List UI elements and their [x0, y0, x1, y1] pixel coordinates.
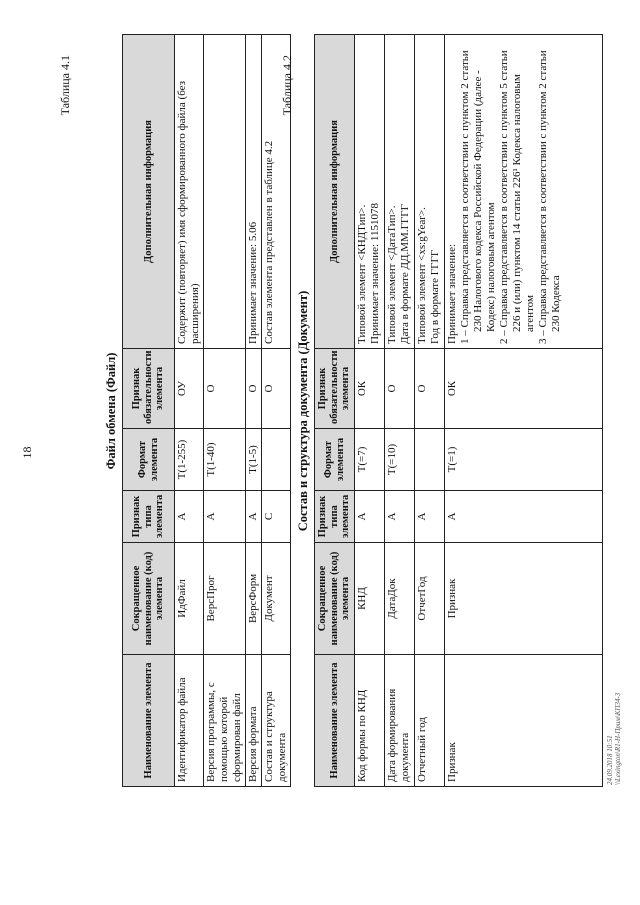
table-row — [203, 35, 245, 787]
cell-code: ОтчетГод — [415, 543, 445, 655]
cell-required: ОК — [445, 349, 603, 429]
stamp-datetime: 24.09.2018 10:51 — [606, 735, 614, 785]
info-line: Типовой элемент <ДатаТип>. — [386, 205, 398, 344]
table-row — [415, 35, 445, 787]
cell-name: Версия формата — [245, 655, 261, 787]
cell-required: О — [203, 349, 245, 429]
info-item: 3 – Справка представляется в соответствии с пунктом 2 статьи 230 Кодекса — [536, 50, 562, 344]
table1-header-type: Признак типа элемента — [123, 491, 175, 543]
info-item: 1 – Справка представляется в соответствии с пунктом 2 статьи 230 Налогового кодекса Российской Федерации (далее - Кодекс) налоговым агентом — [458, 50, 497, 344]
table-row — [245, 35, 261, 787]
cell-format: Т(=10) — [385, 429, 415, 491]
table-row — [355, 35, 385, 787]
info-intro: Принимает значение: — [446, 243, 458, 344]
cell-type: А — [385, 491, 415, 543]
cell-info: Содержит (повторяет) имя сформированного файла (без расширения) — [175, 35, 204, 349]
cell-format: Т(=1) — [445, 429, 603, 491]
cell-name: Состав и структура документа — [261, 655, 290, 787]
table2-header-row — [315, 35, 355, 787]
table2-header-name: Наименование элемента — [315, 655, 355, 787]
cell-required: О — [415, 349, 445, 429]
table-row — [445, 35, 603, 787]
cell-code: ВерсПрог — [203, 543, 245, 655]
table1-header-format: Формат элемента — [123, 429, 175, 491]
info-line: Год в формате ГГГГ — [428, 249, 441, 344]
cell-format: Т(1-40) — [203, 429, 245, 491]
cell-name: Признак — [445, 655, 603, 787]
cell-name: Идентификатор файла — [175, 655, 204, 787]
cell-info — [415, 35, 445, 349]
table2-header-code: Сокращенное наименование (код) элемента — [315, 543, 355, 655]
print-stamp — [606, 693, 623, 785]
cell-type: А — [415, 491, 445, 543]
cell-name: Отчетный год — [415, 655, 445, 787]
cell-code: ВерсФорм — [245, 543, 261, 655]
cell-info: Состав элемента представлен в таблице 4.2 — [261, 35, 290, 349]
table-row — [385, 35, 415, 787]
info-line: Типовой элемент <КНДТип>. — [356, 204, 368, 344]
table-row — [261, 35, 290, 787]
info-line: Типовой элемент <xs:gYear>. — [416, 207, 428, 344]
cell-name: Дата формирования документа — [385, 655, 415, 787]
table2-header-format: Формат элемента — [315, 429, 355, 491]
cell-type: А — [245, 491, 261, 543]
table2-header-info: Дополнительная информация — [315, 35, 355, 349]
cell-code: ИдФайл — [175, 543, 204, 655]
table1-header-required: Признак обязательности элемента — [123, 349, 175, 429]
cell-required: О — [245, 349, 261, 429]
table1-caption: Таблица 4.1 — [58, 55, 72, 116]
table1-header-info: Дополнительная информация — [123, 35, 175, 349]
cell-type: А — [445, 491, 603, 543]
table1-header-row — [123, 35, 175, 787]
cell-type: С — [261, 491, 290, 543]
cell-format — [261, 429, 290, 491]
table2-header-type: Признак типа элемента — [315, 491, 355, 543]
table1 — [122, 34, 291, 787]
table2 — [314, 34, 603, 787]
cell-code: ДатаДок — [385, 543, 415, 655]
cell-code: Признак — [445, 543, 603, 655]
cell-format: Т(=7) — [355, 429, 385, 491]
cell-type: А — [175, 491, 204, 543]
table2-title: Состав и структура документа (Документ) — [296, 290, 310, 532]
page-number: 18 — [20, 446, 34, 459]
cell-required: ОК — [355, 349, 385, 429]
info-line: Принимает значение: 1151078 — [368, 203, 381, 344]
info-line: Дата в формате ДД.ММ.ГГГГ — [398, 203, 411, 344]
info-item: 2 – Справка представляется в соответствии с пунктом 5 статьи 226 и (или) пунктом 14 статьи 226¹ Кодекса налоговым агентом — [497, 50, 536, 344]
cell-format — [415, 429, 445, 491]
table2-header-required: Признак обязательности элемента — [315, 349, 355, 429]
cell-format: Т(1-5) — [245, 429, 261, 491]
cell-info — [355, 35, 385, 349]
table1-header-name: Наименование элемента — [123, 655, 175, 787]
cell-info: Принимает значение: 5.06 — [245, 35, 261, 349]
table2-caption: Таблица 4.2 — [280, 55, 294, 116]
cell-type: А — [355, 491, 385, 543]
stamp-path: \\Lexington\R1-H-Прим\КП34-3 — [614, 692, 623, 785]
table-row — [175, 35, 204, 787]
cell-required: ОУ — [175, 349, 204, 429]
table1-header-code: Сокращенное наименование (код) элемента — [123, 543, 175, 655]
cell-info — [385, 35, 415, 349]
cell-name: Код формы по КНД — [355, 655, 385, 787]
cell-info — [203, 35, 245, 349]
cell-code: Документ — [261, 543, 290, 655]
cell-type: А — [203, 491, 245, 543]
cell-required: О — [385, 349, 415, 429]
table1-title: Файл обмена (Файл) — [104, 352, 118, 470]
cell-format: Т(1-255) — [175, 429, 204, 491]
cell-code: КНД — [355, 543, 385, 655]
cell-required: О — [261, 349, 290, 429]
cell-name: Версия программы, с помощью которой сформирован файл — [203, 655, 245, 787]
cell-info — [445, 35, 603, 349]
